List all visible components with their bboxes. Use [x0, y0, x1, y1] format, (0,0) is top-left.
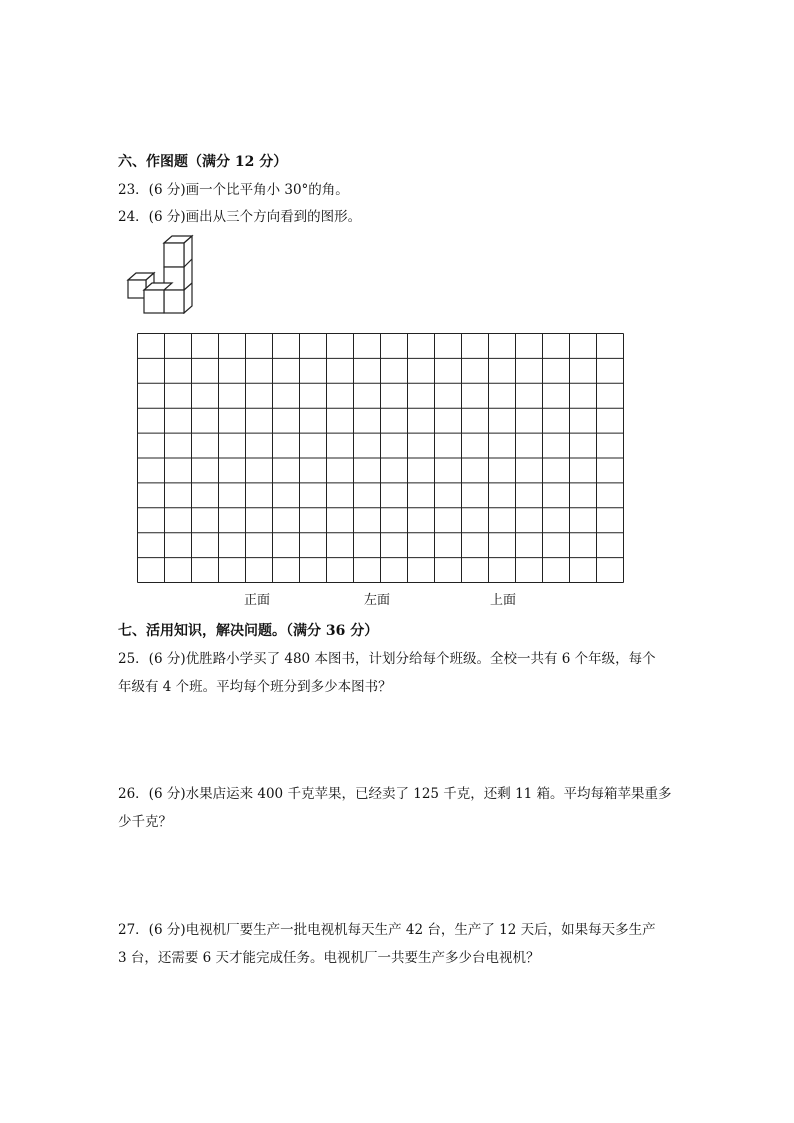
label-top-view: 上面	[490, 593, 517, 608]
question-23: 23．(6 分)画一个比平角小 30°的角。	[118, 182, 349, 198]
cube-column-face-3	[164, 290, 184, 313]
cube-column-side-face	[184, 236, 192, 313]
cube-middle-front-face	[144, 290, 164, 313]
question-26-line-2: 少千克？	[118, 814, 172, 830]
isometric-cube-stack-icon	[120, 232, 196, 314]
cube-column-face-1	[164, 243, 184, 267]
question-27-line-2: 3 台，还需要 6 天才能完成任务。电视机厂一共要生产多少台电视机？	[118, 950, 540, 966]
section-7-title: 七、活用知识，解决问题。（满分 36 分）	[118, 623, 379, 639]
section-6-title: 六、作图题（满分 12 分）	[118, 154, 288, 170]
label-left-view: 左面	[364, 593, 391, 608]
cube-left-front-face	[128, 280, 146, 298]
label-front-view: 正面	[244, 593, 271, 608]
question-27-line-1: 27．(6 分)电视机厂要生产一批电视机每天生产 42 台，生产了 12 天后，如果每天多生产	[118, 922, 656, 938]
question-26-line-1: 26．(6 分)水果店运来 400 千克苹果，已经卖了 125 千克，还剩 11 箱。平均每箱苹果重多	[118, 786, 672, 802]
question-24: 24．(6 分)画出从三个方向看到的图形。	[118, 209, 362, 225]
question-25-line-1: 25．(6 分)优胜路小学买了 480 本图书，计划分给每个班级。全校一共有 6 个年级，每个	[118, 651, 656, 667]
drawing-grid[interactable]	[136, 332, 625, 584]
question-25-line-2: 年级有 4 个班。平均每个班分到多少本图书？	[118, 679, 392, 695]
